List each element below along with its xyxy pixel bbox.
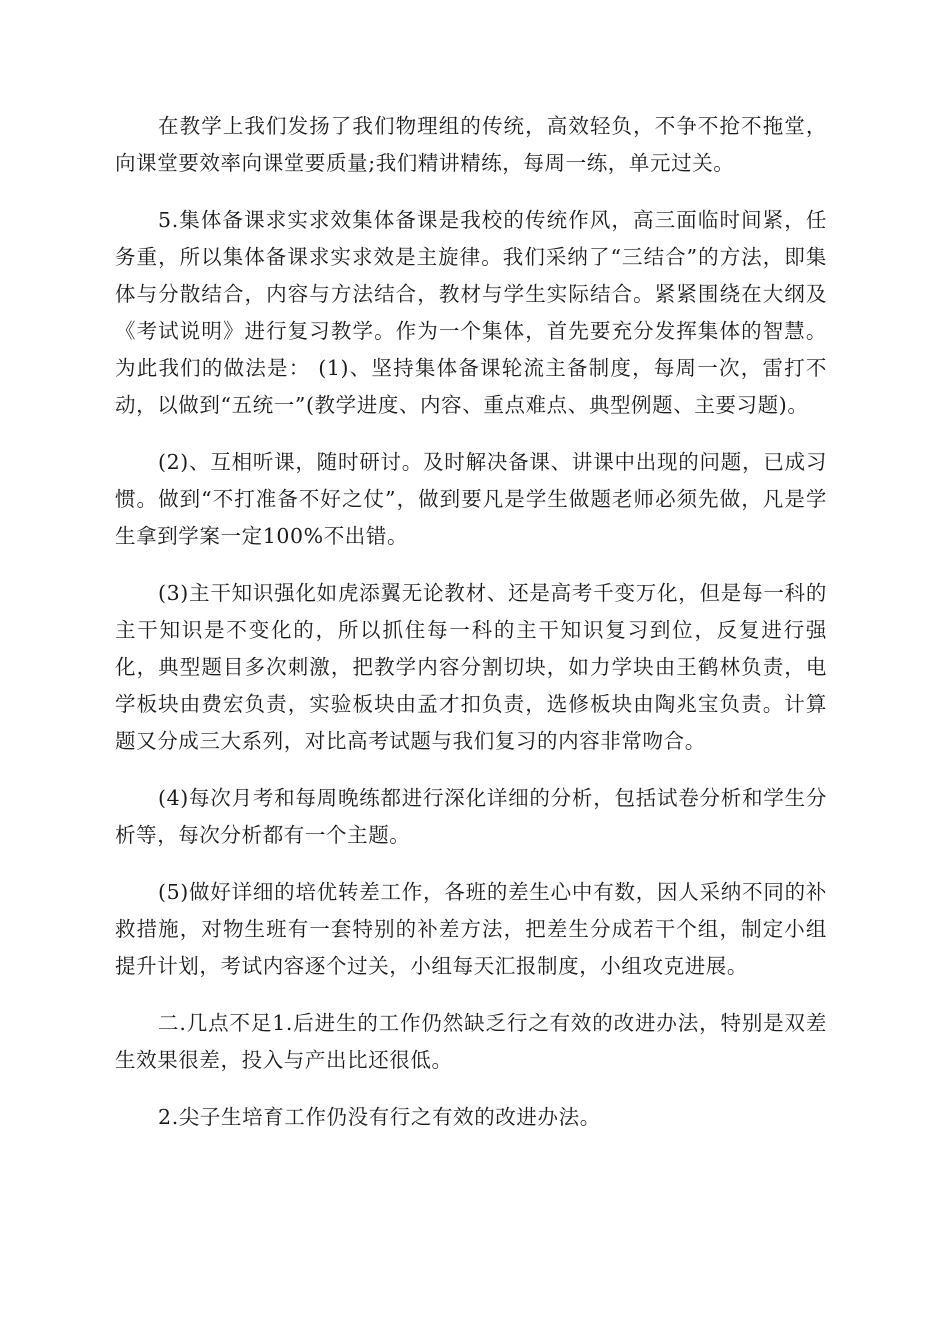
paragraph-exam-analysis: (4)每次月考和每周晚练都进行深化详细的分析，包括试卷分析和学生分析等，每次分析都有一个主题。 <box>115 786 827 847</box>
paragraph-shortcomings: 二.几点不足1.后进生的工作仍然缺乏行之有效的改进办法，特别是双差生效果很差，投入与产出比还很低。 <box>115 1011 827 1072</box>
paragraph-collective-lesson-prep: 5.集体备课求实求效集体备课是我校的传统作风，高三面临时间紧，任务重，所以集体备课求实求效是主旋律。我们采纳了“三结合”的方法，即集体与分散结合，内容与方法结合，教材与学生实际结合。紧紧围绕在大纲及《考试说明》进行复习教学。作为一个集体，首先要充分发挥集体的智慧。为此我们的做法是： (1)、坚持集体备课轮流主备制度，每周一次，雷打不动，以做到“五统一”(教学进度、内容、重点难点、典型例题、主要习题)。 <box>115 208 827 417</box>
paragraph-teaching-tradition: 在教学上我们发扬了我们物理组的传统，高效轻负，不争不抢不拖堂，向课堂要效率向课堂要质量;我们精讲精练，每周一练，单元过关。 <box>115 114 827 175</box>
paragraph-mutual-observation: (2)、互相听课，随时研讨。及时解决备课、讲课中出现的问题，已成习惯。做到“不打准备不好之仗”，做到要凡是学生做题老师必须先做，凡是学生拿到学案一定100%不出错。 <box>115 450 827 548</box>
document-body <box>115 108 827 1156</box>
paragraph-remedial-work: (5)做好详细的培优转差工作，各班的差生心中有数，因人采纳不同的补救措施，对物生班有一套特别的补差方法，把差生分成若干个组，制定小组提升计划，考试内容逐个过关，小组每天汇报制度，小组攻克进展。 <box>115 880 827 978</box>
paragraph-core-knowledge: (3)主干知识强化如虎添翼无论教材、还是高考千变万化，但是每一科的主干知识是不变化的，所以抓住每一科的主干知识复习到位，反复进行强化，典型题目多次刺激，把教学内容分割切块，如力学块由王鹤林负责，电学板块由费宏负责，实验板块由孟才扣负责，选修板块由陶兆宝负责。计算题又分成三大系列，对比高考试题与我们复习的内容非常吻合。 <box>115 581 827 753</box>
paragraph-top-students: 2.尖子生培育工作仍没有行之有效的改进办法。 <box>158 1105 601 1129</box>
